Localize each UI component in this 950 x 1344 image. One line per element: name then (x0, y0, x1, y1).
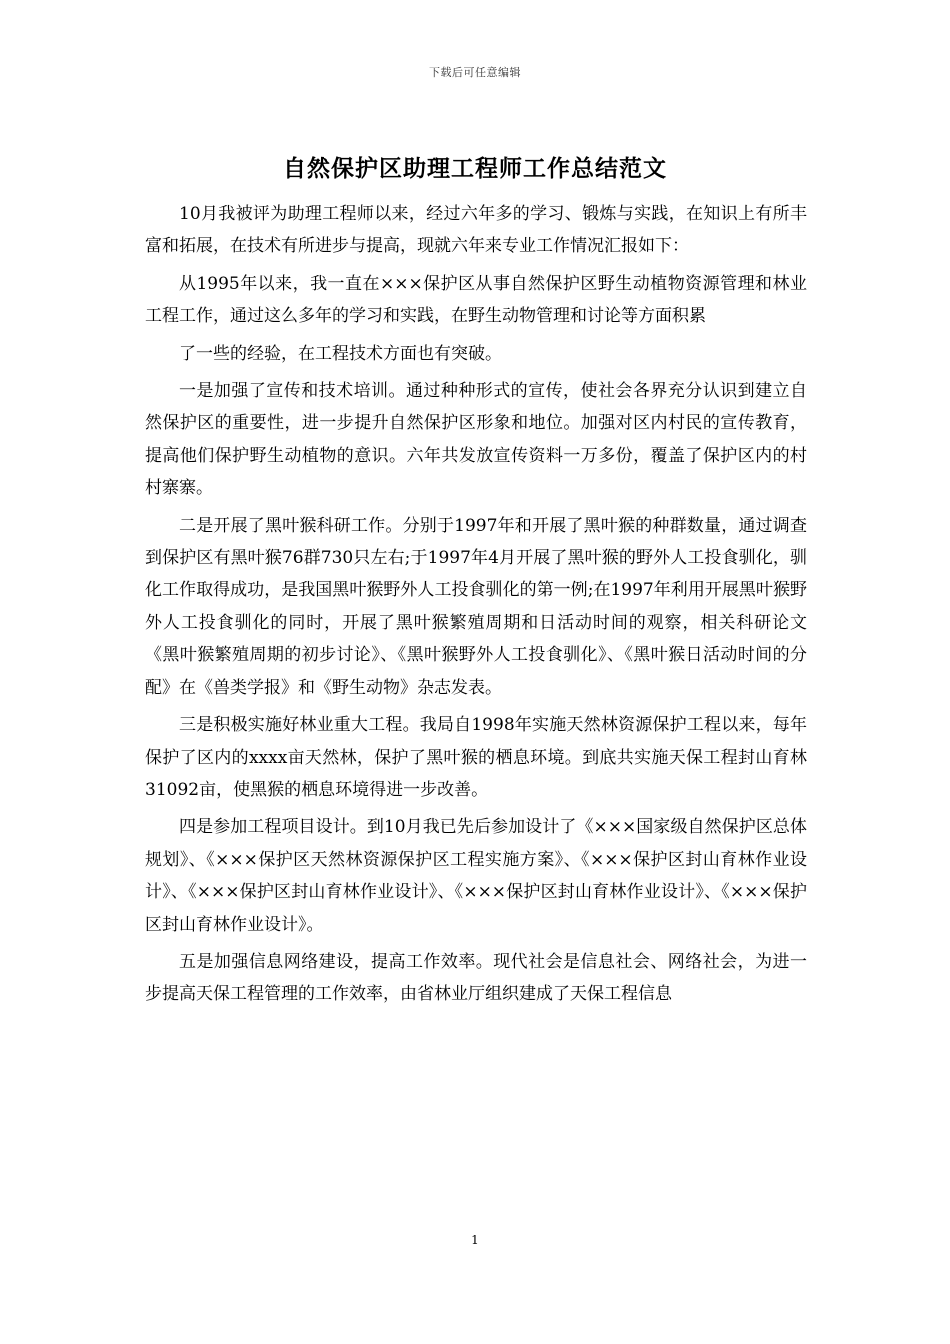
paragraph: 一是加强了宣传和技术培训。通过种种形式的宣传，使社会各界充分认识到建立自然保护区的重要性，进一步提升自然保护区形象和地位。加强对区内村民的宣传教育，提高他们保护野生动植物的意识。六年共发放宣传资料一万多份，覆盖了保护区内的村村寨寨。 (145, 381, 807, 499)
paragraph: 二是开展了黑叶猴科研工作。分别于1997年和开展了黑叶猴的种群数量，通过调查到保护区有黑叶猴76群730只左右;于1997年4月开展了黑叶猴的野外人工投食驯化，驯化工作取得成功，是我国黑叶猴野外人工投食驯化的第一例;在1997年利用开展黑叶猴野外人工投食驯化的同时，开展了黑叶猴繁殖周期和日活动时间的观察，相关科研论文《黑叶猴繁殖周期的初步讨论》、《黑叶猴野外人工投食驯化》、《黑叶猴日活动时间的分配》在《兽类学报》和《野生动物》杂志发表。 (145, 515, 807, 698)
page-number: 1 (471, 1233, 479, 1247)
header-note: 下载后可任意编辑 (429, 66, 521, 79)
document-title: 自然保护区助理工程师工作总结范文 (283, 155, 667, 182)
paragraph: 五是加强信息网络建设，提高工作效率。现代社会是信息社会、网络社会，为进一步提高天保工程管理的工作效率，由省林业厅组织建成了天保工程信息 (145, 951, 807, 1005)
paragraph: 从1995年以来，我一直在×××保护区从事自然保护区野生动植物资源管理和林业工程工作，通过这么多年的学习和实践，在野生动物管理和讨论等方面积累 (145, 273, 807, 327)
document-body (145, 198, 807, 1016)
paragraph: 四是参加工程项目设计。到10月我已先后参加设计了《×××国家级自然保护区总体规划》、《×××保护区天然林资源保护区工程实施方案》、《×××保护区封山育林作业设计》、《×××保护区封山育林作业设计》、《×××保护区封山育林作业设计》、《×××保护区封山育林作业设计》。 (145, 817, 807, 935)
paragraph: 了一些的经验，在工程技术方面也有突破。 (179, 343, 502, 364)
paragraph: 三是积极实施好林业重大工程。我局自1998年实施天然林资源保护工程以来，每年保护了区内的xxxx亩天然林，保护了黑叶猴的栖息环境。到底共实施天保工程封山育林31092亩，使黑猴的栖息环境得进一步改善。 (145, 715, 807, 800)
paragraph: 10月我被评为助理工程师以来，经过六年多的学习、锻炼与实践，在知识上有所丰富和拓展，在技术有所进步与提高，现就六年来专业工作情况汇报如下： (145, 204, 807, 257)
